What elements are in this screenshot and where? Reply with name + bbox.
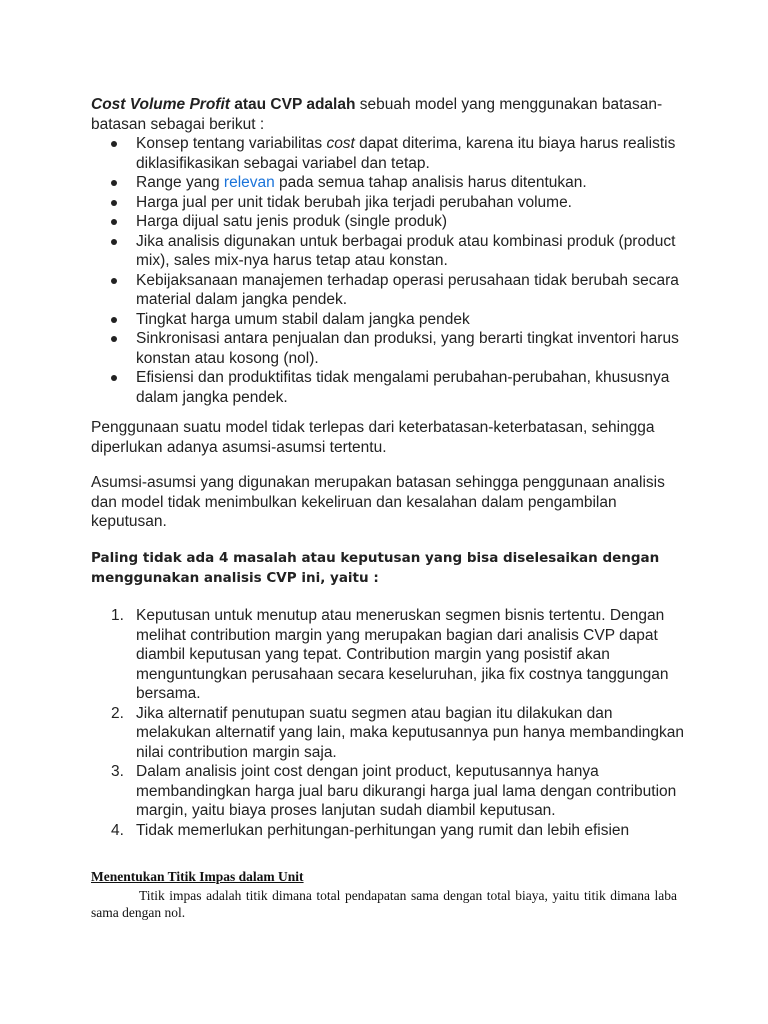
bullet-icon <box>111 200 117 206</box>
bullet-icon <box>111 219 117 225</box>
bullet-icon <box>111 141 117 147</box>
list-item: Kebijaksanaan manajemen terhadap operasi perusahaan tidak berubah secara material dalam jangka pendek. <box>91 271 691 310</box>
bullet-icon <box>111 317 117 323</box>
list-item: 4. Tidak memerlukan perhitungan-perhitungan yang rumit dan lebih efisien <box>111 821 630 839</box>
list-item: Harga jual per unit tidak berubah jika terjadi perubahan volume. <box>91 193 691 213</box>
list-item: 3. Dalam analisis joint cost dengan joint product, keputusannya hanya membandingkan harga jual baru dikurangi harga jual lama dengan contribution margin, yaitu biaya proses lanjutan sudah diambil keputusan. <box>111 763 677 819</box>
intro-block <box>91 95 691 407</box>
decision-list <box>91 606 691 840</box>
section-body: Titik impas adalah titik dimana total pendapatan sama dengan total biaya, yaitu titik dimana laba sama dengan nol. <box>91 888 677 920</box>
list-item: Konsep tentang variabilitas cost dapat diterima, karena itu biaya harus realistis diklasifikasikan sebagai variabel dan tetap. <box>91 134 691 173</box>
assumption-list <box>91 134 691 407</box>
list-item: Efisiensi dan produktifitas tidak mengalami perubahan-perubahan, khususnya dalam jangka pendek. <box>91 368 691 407</box>
bullet-icon <box>111 180 117 186</box>
break-even-section <box>91 868 677 921</box>
emphasis-cost: cost <box>326 135 355 152</box>
list-item: Jika analisis digunakan untuk berbagai produk atau kombinasi produk (product mix), sales mix-nya harus tetap atau konstan. <box>91 232 691 271</box>
paragraph-assumptions: Asumsi-asumsi yang digunakan merupakan batasan sehingga penggunaan analisis dan model tidak menimbulkan kekeliruan dan kesalahan dalam pengambilan keputusan. <box>91 474 665 530</box>
relevan-link[interactable]: relevan <box>223 174 275 191</box>
bullet-icon <box>111 336 117 342</box>
list-item: Range yang relevan pada semua tahap analisis harus ditentukan. <box>91 173 691 193</box>
intro-term: Cost Volume Profit <box>91 96 230 113</box>
list-item: Sinkronisasi antara penjualan dan produksi, yang berarti tingkat inventori harus konstan atau kosong (nol). <box>91 329 691 368</box>
list-number: 4. <box>111 821 124 839</box>
list-item: Tingkat harga umum stabil dalam jangka pendek <box>91 310 691 330</box>
intro-bold-text: atau CVP adalah <box>229 96 356 113</box>
intro-text: sebuah model yang menggunakan batasan-batasan sebagai berikut : <box>91 96 663 133</box>
bullet-icon <box>111 278 117 284</box>
list-number: 3. <box>111 763 124 780</box>
bullet-icon <box>111 239 117 245</box>
numbered-list-block <box>91 606 691 840</box>
intro-paragraph <box>91 95 691 134</box>
list-number: 2. <box>111 704 124 722</box>
list-item: 2. Jika alternatif penutupan suatu segmen atau bagian itu dilakukan dan melakukan alternatif yang lain, maka keputusannya pun hanya membandingkan nilai contribution margin saja. <box>111 704 685 761</box>
list-item: 1. Keputusan untuk menutup atau meneruskan segmen bisnis tertentu. Dengan melihat contribution margin yang merupakan bagian dari analisis CVP dapat diambil keputusan yang tepat. Contribution margin yang posistif akan menguntungkan perusahaan secara keseluruhan, jika fix costnya tanggungan bersama. <box>111 607 669 702</box>
section-heading-cvp-problems: Paling tidak ada 4 masalah atau keputusan yang bisa diselesaikan dengan menggunakan analisis CVP ini, yaitu : <box>91 550 660 586</box>
list-item: Harga dijual satu jenis produk (single produk) <box>91 212 691 232</box>
bullet-icon <box>111 375 117 381</box>
paragraph-limitations: Penggunaan suatu model tidak terlepas dari keterbatasan-keterbatasan, sehingga diperlukan adanya asumsi-asumsi tertentu. <box>91 419 655 456</box>
list-number: 1. <box>111 607 124 624</box>
section-title: Menentukan Titik Impas dalam Unit <box>91 869 304 884</box>
